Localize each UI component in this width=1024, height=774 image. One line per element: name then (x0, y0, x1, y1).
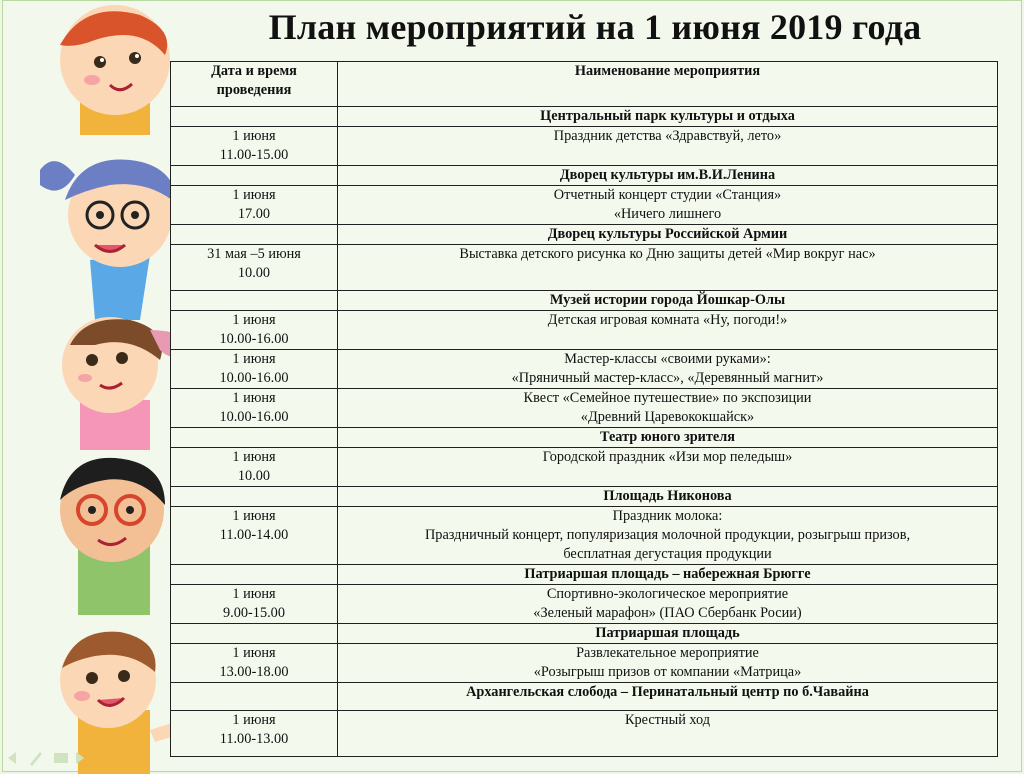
event-date-line: 1 июня (232, 508, 276, 524)
section-row (171, 428, 998, 448)
event-date-line: 1 июня (232, 312, 276, 328)
venue-name: Дворец культуры Российской Армии (547, 226, 788, 242)
section-venue-cell (338, 291, 998, 311)
event-row (171, 448, 998, 487)
event-description-line: Мастер-классы «своими руками»: (564, 351, 771, 367)
event-row (171, 186, 998, 225)
event-description-line: Детская игровая комната «Ну, погоди!» (547, 312, 788, 328)
event-description-line: «Розыгрыш призов от компании «Матрица» (533, 664, 802, 680)
slide-nav-icons (6, 748, 96, 768)
section-venue-cell (338, 428, 998, 448)
event-date-line: 1 июня (232, 645, 276, 661)
section-venue-cell (338, 107, 998, 127)
event-row (171, 507, 998, 565)
event-name-cell (338, 186, 998, 225)
venue-name: Патриаршая площадь (595, 625, 740, 641)
section-row (171, 487, 998, 507)
section-venue-cell (338, 487, 998, 507)
section-date-cell (171, 428, 338, 448)
section-date-cell (171, 487, 338, 507)
event-row (171, 350, 998, 389)
section-venue-cell (338, 565, 998, 585)
event-date-line: 1 июня (232, 187, 276, 203)
pen-tool-icon[interactable] (30, 752, 42, 766)
section-date-cell (171, 683, 338, 711)
venue-name: Дворец культуры им.В.И.Ленина (559, 167, 776, 183)
event-date-line: 11.00-15.00 (219, 147, 289, 163)
event-date-cell (171, 507, 338, 565)
event-date-cell (171, 389, 338, 428)
section-row (171, 624, 998, 644)
section-row (171, 683, 998, 711)
section-row (171, 291, 998, 311)
venue-name: Архангельская слобода – Перинатальный центр по б.Чавайна (466, 684, 869, 700)
event-date-line: 1 июня (232, 351, 276, 367)
page-title: План мероприятий на 1 июня 2019 года (268, 7, 922, 47)
event-row (171, 644, 998, 683)
section-row (171, 107, 998, 127)
event-name-cell (338, 507, 998, 565)
section-date-cell (171, 291, 338, 311)
event-date-line: 10.00-16.00 (219, 331, 289, 347)
section-date-cell (171, 624, 338, 644)
event-row (171, 311, 998, 350)
event-description-line: Праздничный концерт, популяризация молочной продукции, розыгрыш призов, (424, 527, 911, 543)
venue-name: Площадь Никонова (603, 488, 732, 504)
event-description-line: «Пряничный мастер-класс», «Деревянный магнит» (511, 370, 824, 386)
event-date-line: 31 мая –5 июня (207, 246, 301, 262)
event-row (171, 711, 998, 757)
section-venue-cell (338, 225, 998, 245)
event-date-line: 13.00-18.00 (219, 664, 289, 680)
event-date-line: 1 июня (232, 390, 276, 406)
venue-name: Музей истории города Йошкар-Олы (549, 292, 786, 308)
event-date-cell (171, 644, 338, 683)
event-date-cell (171, 350, 338, 389)
section-row (171, 166, 998, 186)
event-date-line: 1 июня (232, 128, 276, 144)
event-date-line: 10.00 (237, 468, 271, 484)
event-date-cell (171, 127, 338, 166)
slide-next-icon[interactable] (76, 752, 84, 764)
event-row (171, 389, 998, 428)
event-date-line: 17.00 (237, 206, 271, 222)
section-row (171, 225, 998, 245)
event-description-line: Праздник детства «Здравствуй, лето» (553, 128, 782, 144)
event-name-cell (338, 448, 998, 487)
event-description-line: «Ничего лишнего (613, 206, 722, 222)
event-date-line: 1 июня (232, 586, 276, 602)
event-date-line: 10.00 (237, 265, 271, 281)
section-date-cell (171, 565, 338, 585)
event-description-line: Выставка детского рисунка ко Дню защиты детей «Мир вокруг нас» (459, 246, 876, 262)
event-date-cell (171, 448, 338, 487)
event-row (171, 585, 998, 624)
event-description-line: Отчетный концерт студии «Станция» (553, 187, 782, 203)
event-description-line: бесплатная дегустация продукции (563, 546, 772, 562)
event-description-line: Квест «Семейное путешествие» по экспозиции (523, 390, 812, 406)
event-description-line: Спортивно-экологическое мероприятие (546, 586, 789, 602)
event-date-cell (171, 311, 338, 350)
event-name-cell (338, 311, 998, 350)
event-name-cell (338, 644, 998, 683)
event-date-line: 10.00-16.00 (219, 409, 289, 425)
event-date-cell (171, 711, 338, 757)
section-venue-cell (338, 683, 998, 711)
event-date-line: 1 июня (232, 449, 276, 465)
venue-name: Театр юного зрителя (599, 429, 736, 445)
event-date-cell (171, 585, 338, 624)
slide-prev-icon[interactable] (8, 752, 16, 764)
event-date-line: 10.00-16.00 (219, 370, 289, 386)
events-table (170, 61, 998, 757)
event-date-cell (171, 245, 338, 291)
section-date-cell (171, 225, 338, 245)
event-row (171, 245, 998, 291)
event-name-cell (338, 585, 998, 624)
table-header-row (171, 62, 998, 107)
event-name-cell (338, 127, 998, 166)
section-row (171, 565, 998, 585)
event-column-header: Наименование мероприятия (338, 62, 998, 107)
event-date-cell (171, 186, 338, 225)
event-date-line: 9.00-15.00 (223, 605, 285, 621)
date-column-header: Дата и время проведения (171, 62, 338, 107)
event-description-line: Крестный ход (624, 712, 711, 728)
event-name-cell (338, 245, 998, 291)
section-venue-cell (338, 624, 998, 644)
event-date-line: 11.00-13.00 (219, 731, 289, 747)
event-date-line: 11.00-14.00 (219, 527, 289, 543)
section-venue-cell (338, 166, 998, 186)
section-date-cell (171, 166, 338, 186)
event-name-cell (338, 711, 998, 757)
slide-menu-icon[interactable] (54, 753, 68, 763)
event-description-line: Городской праздник «Изи мор пеледыш» (542, 449, 793, 465)
kid-boy-glasses-image (60, 458, 165, 615)
event-name-cell (338, 350, 998, 389)
event-description-line: Праздник молока: (612, 508, 723, 524)
venue-name: Патриаршая площадь – набережная Брюгге (524, 566, 811, 582)
event-row (171, 127, 998, 166)
section-date-cell (171, 107, 338, 127)
venue-name: Центральный парк культуры и отдыха (540, 108, 795, 124)
event-description-line: Развлекательное мероприятие (576, 645, 759, 661)
event-description-line: «Зеленый марафон» (ПАО Сбербанк Росии) (533, 605, 802, 621)
event-description-line: «Древний Царевококшайск» (580, 409, 755, 425)
event-date-line: 1 июня (232, 712, 276, 728)
event-name-cell (338, 389, 998, 428)
